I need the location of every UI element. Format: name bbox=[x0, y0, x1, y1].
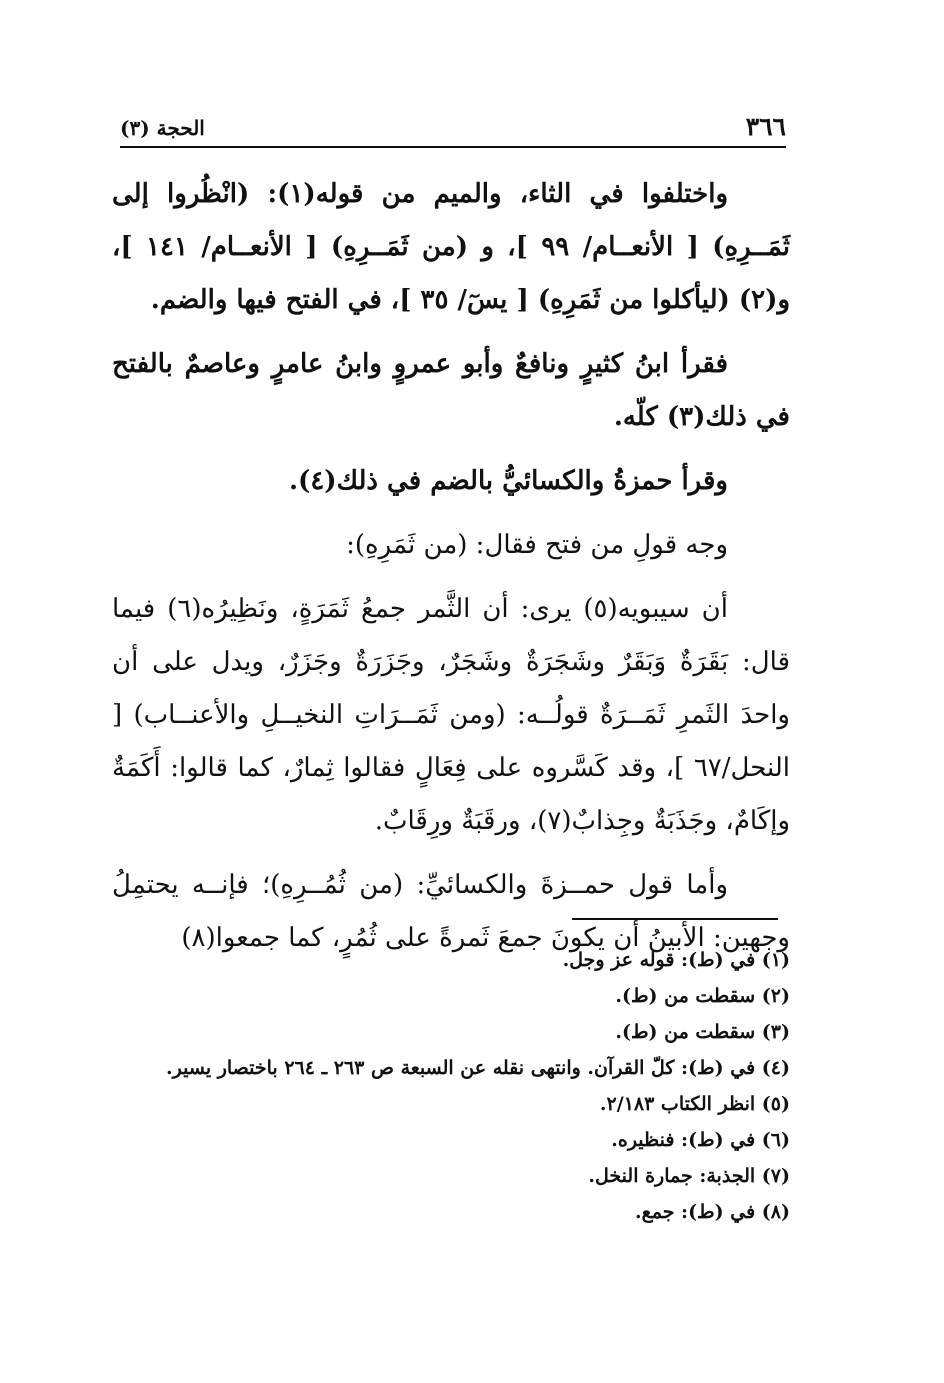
footnote bbox=[112, 978, 790, 1014]
footnote-number: (٦) bbox=[761, 1129, 790, 1151]
footnote-number: (١) bbox=[761, 949, 790, 971]
footnote-number: (٤) bbox=[761, 1057, 790, 1079]
footnote bbox=[112, 1158, 790, 1194]
running-title: الحجة (٣) bbox=[120, 116, 205, 140]
footnote-text: في (ط): كلّ القرآن. وانتهى نقله عن السبعة ص ٢٦٣ ـ ٢٦٤ باختصار يسير. bbox=[166, 1057, 756, 1079]
footnote-text: الجذبة: جمارة النخل. bbox=[588, 1165, 756, 1187]
footnote-separator bbox=[572, 918, 778, 920]
paragraph-2: فقرأ ابنُ كثيرٍ ونافعٌ وأبو عمروٍ وابنُ عامرٍ وعاصمٌ بالفتح في ذلك(٣) كلّه. bbox=[112, 349, 790, 432]
paragraph-6: وأما قول حمــزةَ والكسائيِّ: (من ثُمُــرِهِ)؛ فإنــه يحتمِلُ وجهين: الأبينُ أن يكونَ جمعَ ثَمرةً على ثُمُرٍ، كما جمعوا(٨) bbox=[112, 870, 790, 953]
paragraph-3: وقرأ حمزةُ والكسائيُّ بالضم في ذلك(٤). bbox=[288, 466, 728, 496]
paragraph-5: أن سيبويه(٥) يرى: أن الثَّمر جمعُ ثَمَرَةٍ، ونَظِيرُه(٦) فيما قال: بَقَرَةٌ وَبَقَرٌ وشَجَرَةٌ وشَجَرٌ، وجَزَرَةٌ وجَزَرٌ، ويدل على أن واحدَ الثَمرِ ثَمَــرَةٌ قولُــه: (ومن ثَمَــرَاتِ النخيــلِ والأعنــاب) [ النحل/٦٧ ]، وقد كَسَّروه على فِعَالٍ فقالوا ثِمارٌ، كما قالوا: أَكَمَةٌ وإكَامٌ، وجَذَبَةٌ وجِذابٌ(٧)، ورقَبَةٌ ورِقَابٌ. bbox=[112, 594, 790, 836]
page-number: ٣٦٦ bbox=[745, 112, 786, 141]
paragraph-1: واختلفوا في الثاء، والميم من قوله(١): (انْظُروا إلى ثَمَــرِهِ) [ الأنعــام/ ٩٩ ]، و (من ثَمَــرِهِ) [ الأنعــام/ ١٤١ ]، و(٢) (ليأكلوا من ثَمَرِهِ) [ يسٓ/ ٣٥ ]، في الفتح فيها والضم. bbox=[112, 179, 790, 315]
main-text bbox=[112, 168, 790, 976]
footnote-number: (٢) bbox=[761, 985, 790, 1007]
footnote bbox=[112, 942, 790, 978]
footnote-number: (٣) bbox=[761, 1021, 790, 1043]
footnote-number: (٧) bbox=[761, 1165, 790, 1187]
footnote bbox=[112, 1014, 790, 1050]
footnote-text: في (ط): فنظيره. bbox=[611, 1129, 756, 1151]
paragraph-4: وجه قولِ من فتح فقال: (من ثَمَرِهِ): bbox=[346, 530, 728, 560]
footnotes bbox=[112, 942, 790, 1230]
footnote bbox=[112, 1086, 790, 1122]
page-header bbox=[120, 112, 786, 148]
footnote-number: (٥) bbox=[761, 1093, 790, 1115]
footnote bbox=[112, 1122, 790, 1158]
footnote bbox=[112, 1194, 790, 1230]
footnote-number: (٨) bbox=[761, 1201, 790, 1223]
footnote-text: سقطت من (ط). bbox=[615, 1021, 756, 1043]
footnote-text: سقطت من (ط). bbox=[615, 985, 756, 1007]
footnote-text: في (ط): قوله عز وجل. bbox=[562, 949, 756, 971]
footnote-text: انظر الكتاب ٢/١٨٣. bbox=[599, 1093, 756, 1115]
footnote bbox=[112, 1050, 790, 1086]
header-rule bbox=[120, 146, 786, 148]
footnote-text: في (ط): جمع. bbox=[634, 1201, 756, 1223]
